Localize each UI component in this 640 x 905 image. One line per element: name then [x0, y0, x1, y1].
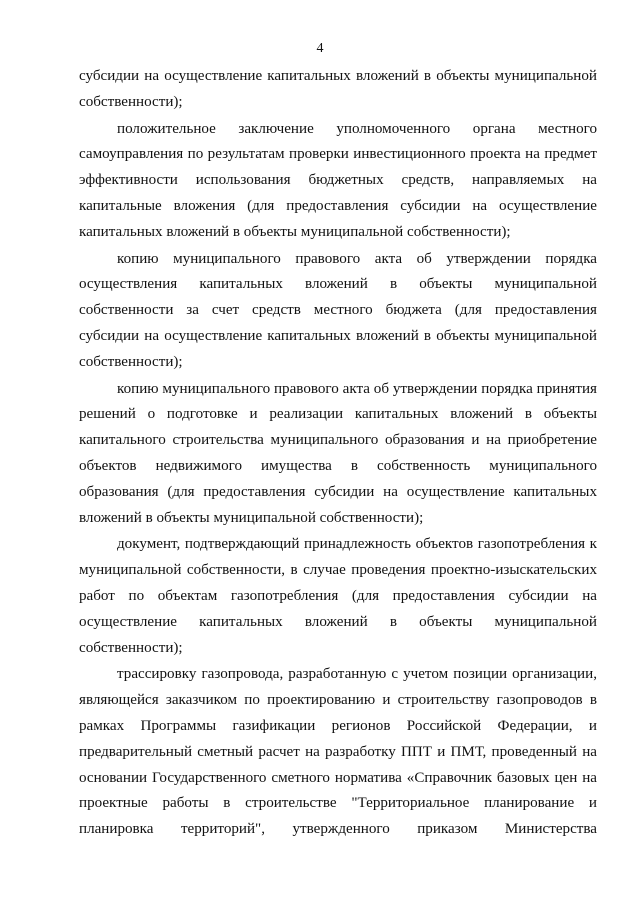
- paragraph-capital-investment-act: копию муниципального правового акта об утверждении порядка осуществления капитальных вложений в объекты муниципальной собственности за счет средств местного бюджета (для предоставления субсидии на осуществление капитальных вложений в объекты муниципальной собственности);: [79, 250, 597, 370]
- paragraph-continuation: субсидии на осуществление капитальных вложений в объекты муниципальной собственности);: [79, 68, 597, 110]
- paragraph-gas-pipeline-route: трассировку газопровода, разработанную с учетом позиции организации, являющейся заказчиком по проектированию и строительству газопроводов в рамках Программы газификации регионов Российской Федерации, и предварительный сметный расчет на разработку ППТ и ПМТ, проведенный на основании Государственного сметного норматива «Справочник базовых цен на проектные работы в строительстве "Территориальное планирование и планировка территорий", утвержденного приказом Министерства: [79, 666, 597, 838]
- document-body: [79, 64, 597, 844]
- paragraph-ownership-document: документ, подтверждающий принадлежность объектов газопотребления к муниципальной собственности, в случае проведения проектно-изыскательских работ по объектам газопотребления (для предоставления субсидии на осуществление капитальных вложений в объекты муниципальной собственности);: [79, 536, 597, 656]
- page-number: 4: [316, 41, 324, 56]
- paragraph-decision-procedure-act: копию муниципального правового акта об утверждении порядка принятия решений о подготовке и реализации капитальных вложений в объекты капитального строительства муниципального образования и на приобретение объектов недвижимого имущества в собственность муниципального образования (для предоставления субсидии на осуществление капитальных вложений в объекты муниципальной собственности);: [79, 380, 597, 526]
- paragraph-positive-conclusion: положительное заключение уполномоченного органа местного самоуправления по результатам проверки инвестиционного проекта на предмет эффективности использования бюджетных средств, направляемых на капитальные вложения (для предоставления субсидии на осуществление капитальных вложений в объекты муниципальной собственности);: [79, 120, 597, 240]
